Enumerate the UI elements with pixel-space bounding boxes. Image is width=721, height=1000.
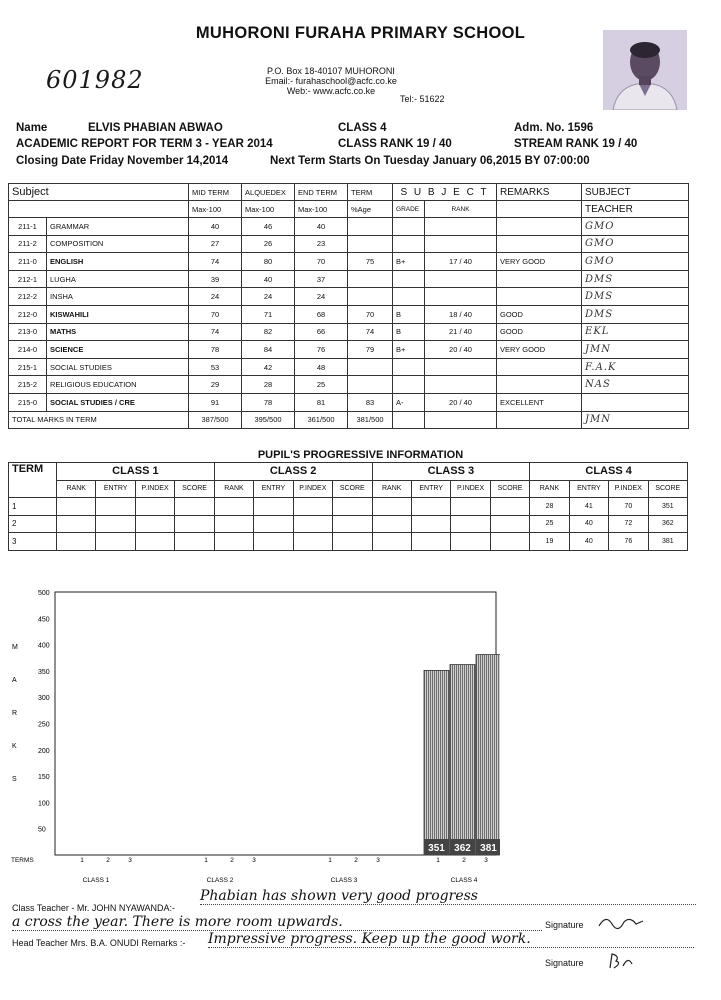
subject-name: COMPOSITION xyxy=(47,235,189,253)
subject-rank: 21 / 40 xyxy=(425,323,497,341)
end-term-score: 25 xyxy=(295,376,348,394)
empty-cell xyxy=(96,498,135,516)
term-percentage xyxy=(348,358,393,376)
grade: B xyxy=(393,305,425,323)
empty-cell xyxy=(490,515,529,533)
empty-cell xyxy=(96,515,135,533)
x-group-label: CLASS 3 xyxy=(330,877,358,884)
signature-label: Signature xyxy=(545,920,584,930)
mid-term-score: 40 xyxy=(189,218,242,236)
empty-cell xyxy=(57,498,96,516)
subject-rank xyxy=(425,270,497,288)
empty-cell xyxy=(451,515,490,533)
student-name: ELVIS PHABIAN ABWAO xyxy=(88,122,223,134)
total-end-term: 361/500 xyxy=(295,411,348,429)
teacher-initials: DMS xyxy=(582,270,689,288)
class-4-score: 381 xyxy=(648,533,687,551)
empty-cell xyxy=(214,533,253,551)
alquedex-score: 40 xyxy=(242,270,295,288)
teacher-header: TEACHER xyxy=(582,201,689,218)
progress-subheader: SCORE xyxy=(175,480,214,498)
class-4-score: 351 xyxy=(648,498,687,516)
progress-subheader: RANK xyxy=(57,480,96,498)
bar-value-label: 381 xyxy=(480,843,497,854)
mid-term-score: 24 xyxy=(189,288,242,306)
term-percentage xyxy=(348,235,393,253)
y-tick-label: 350 xyxy=(38,668,50,676)
subject-name: RELIGIOUS EDUCATION xyxy=(47,376,189,394)
progress-subheader: SCORE xyxy=(490,480,529,498)
alquedex-score: 42 xyxy=(242,358,295,376)
signature-label: Signature xyxy=(545,958,584,968)
empty-cell xyxy=(411,498,450,516)
x-tick-label: 2 xyxy=(354,857,358,864)
subject-rank xyxy=(425,218,497,236)
empty-cell xyxy=(175,498,214,516)
class-teacher-remark-continued: a cross the year. There is more room upwards. xyxy=(12,914,542,931)
remark xyxy=(497,376,582,394)
empty-cell xyxy=(490,498,529,516)
bar-value-label: 362 xyxy=(454,843,471,854)
bar xyxy=(424,670,449,855)
alquedex-score: 24 xyxy=(242,288,295,306)
empty-cell xyxy=(451,498,490,516)
remark: VERY GOOD xyxy=(497,253,582,271)
max-header: Max-100 xyxy=(189,201,242,218)
subject-subheader xyxy=(9,201,189,218)
table-row xyxy=(9,341,689,359)
end-term-score: 23 xyxy=(295,235,348,253)
y-axis-label-letter: M xyxy=(12,644,18,651)
progress-subheader: SCORE xyxy=(333,480,372,498)
end-term-score: 70 xyxy=(295,253,348,271)
subject-code: 215-1 xyxy=(9,358,47,376)
end-term-score: 66 xyxy=(295,323,348,341)
remark: VERY GOOD xyxy=(497,341,582,359)
empty-cell xyxy=(175,533,214,551)
subject-rank: 17 / 40 xyxy=(425,253,497,271)
x-tick-label: 1 xyxy=(436,857,440,864)
table-row xyxy=(9,253,689,271)
address-line: P.O. Box 18-40107 MUHORONI xyxy=(267,66,395,76)
alquedex-score: 46 xyxy=(242,218,295,236)
x-group-label: CLASS 2 xyxy=(206,877,234,884)
results-table xyxy=(8,183,689,429)
mid-term-score: 74 xyxy=(189,323,242,341)
subject-rank xyxy=(425,288,497,306)
teacher-initials: DMS xyxy=(582,305,689,323)
subject-name: LUGHA xyxy=(47,270,189,288)
x-tick-label: 2 xyxy=(106,857,110,864)
empty-cell xyxy=(135,533,174,551)
subject-name: ENGLISH xyxy=(47,253,189,271)
next-term-date: Next Term Starts On Tuesday January 06,2015 BY 07:00:00 xyxy=(270,155,590,167)
mid-term-score: 53 xyxy=(189,358,242,376)
alquedex-score: 71 xyxy=(242,305,295,323)
empty-cell xyxy=(293,515,332,533)
grade-header: GRADE xyxy=(393,201,425,218)
class-4-entry: 40 xyxy=(569,533,608,551)
empty-cell xyxy=(425,411,497,429)
subject-code: 211-2 xyxy=(9,235,47,253)
x-tick-label: 3 xyxy=(376,857,380,864)
term-percentage: 75 xyxy=(348,253,393,271)
alquedex-score: 28 xyxy=(242,376,295,394)
alquedex-score: 84 xyxy=(242,341,295,359)
progress-row xyxy=(9,498,688,516)
mid-term-score: 27 xyxy=(189,235,242,253)
progress-subheader: ENTRY xyxy=(569,480,608,498)
marks-chart xyxy=(8,585,500,887)
subject-name: SOCIAL STUDIES xyxy=(47,358,189,376)
end-term-score: 76 xyxy=(295,341,348,359)
teacher-initials: NAS xyxy=(582,376,689,394)
class-4-rank: 25 xyxy=(530,515,569,533)
empty-cell xyxy=(411,515,450,533)
term-header: TERM xyxy=(9,463,57,498)
class-rank: CLASS RANK 19 / 40 xyxy=(338,138,452,150)
teacher-initials: GMO xyxy=(582,253,689,271)
term-percentage: 74 xyxy=(348,323,393,341)
remark: GOOD xyxy=(497,323,582,341)
empty-cell xyxy=(214,498,253,516)
handwritten-number: 601982 xyxy=(46,66,144,94)
empty-cell xyxy=(135,515,174,533)
subject-name: SOCIAL STUDIES / CRE xyxy=(47,393,189,411)
progress-subheader: RANK xyxy=(530,480,569,498)
empty-cell xyxy=(135,498,174,516)
class-teacher-label: Class Teacher - Mr. JOHN NYAWANDA:- xyxy=(12,903,176,913)
y-tick-label: 250 xyxy=(38,721,50,729)
y-tick-label: 300 xyxy=(38,695,50,703)
teacher-initials: GMO xyxy=(582,218,689,236)
end-term-score: 24 xyxy=(295,288,348,306)
y-axis-label-letter: S xyxy=(12,776,17,783)
empty-cell xyxy=(451,533,490,551)
progress-subheader: P.INDEX xyxy=(135,480,174,498)
teacher-initials: JMN xyxy=(582,411,689,429)
grade: B+ xyxy=(393,341,425,359)
term-number: 3 xyxy=(9,533,57,551)
class-4-pindex: 70 xyxy=(609,498,648,516)
stream-rank: STREAM RANK 19 / 40 xyxy=(514,138,638,150)
y-tick-label: 400 xyxy=(38,642,50,650)
term-header: TERM xyxy=(348,184,393,201)
closing-date: Closing Date Friday November 14,2014 xyxy=(16,155,229,167)
empty-cell xyxy=(254,533,293,551)
subject-group-header: S U B J E C T xyxy=(393,184,497,201)
school-address xyxy=(246,66,416,96)
remarks-subheader xyxy=(497,201,582,218)
mid-term-score: 70 xyxy=(189,305,242,323)
address-line: Web:- www.acfc.co.ke xyxy=(286,86,376,96)
max-header: Max-100 xyxy=(242,201,295,218)
class-4-header: CLASS 4 xyxy=(530,463,688,481)
empty-cell xyxy=(497,411,582,429)
subject-header: Subject xyxy=(9,184,189,201)
x-tick-label: 3 xyxy=(484,857,488,864)
name-label: Name xyxy=(16,122,48,134)
subject-rank: 20 / 40 xyxy=(425,341,497,359)
mid-term-score: 78 xyxy=(189,341,242,359)
subject-code: 211-0 xyxy=(9,253,47,271)
percentage-header: %Age xyxy=(348,201,393,218)
progress-row xyxy=(9,515,688,533)
teacher-initials: EKL xyxy=(582,323,689,341)
table-row xyxy=(9,376,689,394)
term-number: 2 xyxy=(9,515,57,533)
subject-rank xyxy=(425,235,497,253)
end-term-score: 48 xyxy=(295,358,348,376)
alquedex-score: 82 xyxy=(242,323,295,341)
teacher-initials: GMO xyxy=(582,235,689,253)
end-term-score: 68 xyxy=(295,305,348,323)
x-tick-label: 1 xyxy=(80,857,84,864)
bar xyxy=(450,665,475,855)
total-mid-term: 387/500 xyxy=(189,411,242,429)
y-axis-label-letter: K xyxy=(12,743,17,750)
bar xyxy=(476,655,500,855)
progress-subheader: ENTRY xyxy=(254,480,293,498)
subject-name: SCIENCE xyxy=(47,341,189,359)
empty-cell xyxy=(293,498,332,516)
mid-term-header: MID TERM xyxy=(189,184,242,201)
class-teacher-remark: Phabian has shown very good progress xyxy=(200,888,696,905)
y-axis-label-letter: A xyxy=(12,677,17,684)
teacher-initials xyxy=(582,393,689,411)
empty-cell xyxy=(333,533,372,551)
class-4-entry: 40 xyxy=(569,515,608,533)
x-group-label: CLASS 4 xyxy=(450,877,478,884)
subject-name: MATHS xyxy=(47,323,189,341)
class-4-rank: 19 xyxy=(530,533,569,551)
empty-cell xyxy=(175,515,214,533)
empty-cell xyxy=(57,533,96,551)
y-tick-label: 450 xyxy=(38,616,50,624)
grade xyxy=(393,288,425,306)
telephone: Tel:- 51622 xyxy=(400,94,445,104)
term-number: 1 xyxy=(9,498,57,516)
progress-body xyxy=(9,498,688,551)
grade: A- xyxy=(393,393,425,411)
alquedex-score: 80 xyxy=(242,253,295,271)
empty-cell xyxy=(372,515,411,533)
subject-rank xyxy=(425,358,497,376)
empty-cell xyxy=(57,515,96,533)
admission-number: Adm. No. 1596 xyxy=(514,122,594,134)
mid-term-score: 74 xyxy=(189,253,242,271)
bar-value-label: 351 xyxy=(428,843,445,854)
table-row xyxy=(9,323,689,341)
subject-name: GRAMMAR xyxy=(47,218,189,236)
progress-subheader: RANK xyxy=(214,480,253,498)
progress-table xyxy=(8,462,688,551)
remarks-header: REMARKS xyxy=(497,184,582,201)
head-teacher-signature xyxy=(606,950,636,972)
remark xyxy=(497,358,582,376)
progress-subheader: P.INDEX xyxy=(451,480,490,498)
alquedex-score: 78 xyxy=(242,393,295,411)
class-1-header: CLASS 1 xyxy=(57,463,215,481)
grade xyxy=(393,358,425,376)
subject-code: 211-1 xyxy=(9,218,47,236)
subject-name: INSHA xyxy=(47,288,189,306)
teacher-initials: DMS xyxy=(582,288,689,306)
subject-code: 212-1 xyxy=(9,270,47,288)
rank-header: RANK xyxy=(425,201,497,218)
progress-title: PUPIL'S PROGRESSIVE INFORMATION xyxy=(257,449,464,461)
table-row xyxy=(9,305,689,323)
class-4-rank: 28 xyxy=(530,498,569,516)
class-2-header: CLASS 2 xyxy=(214,463,372,481)
grade xyxy=(393,376,425,394)
grade: B xyxy=(393,323,425,341)
mid-term-score: 91 xyxy=(189,393,242,411)
subject-code: 215-0 xyxy=(9,393,47,411)
remark xyxy=(497,288,582,306)
head-teacher-label: Head Teacher Mrs. B.A. ONUDI Remarks :- xyxy=(12,938,186,948)
progress-row xyxy=(9,533,688,551)
subject-rank: 18 / 40 xyxy=(425,305,497,323)
remark xyxy=(497,270,582,288)
total-label: TOTAL MARKS IN TERM xyxy=(9,411,189,429)
term-percentage xyxy=(348,288,393,306)
grade xyxy=(393,270,425,288)
empty-cell xyxy=(490,533,529,551)
end-term-score: 81 xyxy=(295,393,348,411)
empty-cell xyxy=(333,498,372,516)
empty-cell xyxy=(214,515,253,533)
term-percentage xyxy=(348,376,393,394)
class-4-score: 362 xyxy=(648,515,687,533)
table-row xyxy=(9,218,689,236)
remark: EXCELLENT xyxy=(497,393,582,411)
class-4-pindex: 76 xyxy=(609,533,648,551)
teacher-initials: F.A.K xyxy=(582,358,689,376)
subject-name: KISWAHILI xyxy=(47,305,189,323)
end-term-header: END TERM xyxy=(295,184,348,201)
empty-cell xyxy=(293,533,332,551)
total-term: 381/500 xyxy=(348,411,393,429)
student-photo xyxy=(603,30,687,110)
empty-cell xyxy=(96,533,135,551)
x-tick-label: 1 xyxy=(328,857,332,864)
school-name: MUHORONI FURAHA PRIMARY SCHOOL xyxy=(195,24,526,42)
progress-subheader: SCORE xyxy=(648,480,687,498)
subject-code: 212-2 xyxy=(9,288,47,306)
x-tick-label: 3 xyxy=(252,857,256,864)
subject-teacher-header: SUBJECT xyxy=(582,184,689,201)
total-alquedex: 395/500 xyxy=(242,411,295,429)
x-group-label: CLASS 1 xyxy=(82,877,110,884)
progress-subheader: ENTRY xyxy=(411,480,450,498)
alquedex-header: ALQUEDEX xyxy=(242,184,295,201)
class-teacher-signature xyxy=(596,912,646,932)
subject-rank: 20 / 40 xyxy=(425,393,497,411)
class-3-header: CLASS 3 xyxy=(372,463,530,481)
empty-cell xyxy=(333,515,372,533)
empty-cell xyxy=(254,498,293,516)
term-percentage: 70 xyxy=(348,305,393,323)
head-teacher-remark: Impressive progress. Keep up the good work. xyxy=(208,931,694,948)
empty-cell xyxy=(372,498,411,516)
address-line: Email:- furahaschool@acfc.co.ke xyxy=(265,76,397,86)
table-row xyxy=(9,235,689,253)
y-axis-label-letter: R xyxy=(12,710,18,717)
student-photo-image xyxy=(603,30,687,110)
mid-term-score: 29 xyxy=(189,376,242,394)
table-row xyxy=(9,270,689,288)
term-percentage xyxy=(348,218,393,236)
term-percentage: 83 xyxy=(348,393,393,411)
y-tick-label: 100 xyxy=(38,800,50,808)
subject-code: 214-0 xyxy=(9,341,47,359)
empty-cell xyxy=(254,515,293,533)
total-row xyxy=(9,411,689,429)
y-tick-label: 500 xyxy=(38,590,50,597)
empty-cell xyxy=(393,411,425,429)
table-row xyxy=(9,288,689,306)
max-header: Max-100 xyxy=(295,201,348,218)
table-row xyxy=(9,393,689,411)
progress-subheader: ENTRY xyxy=(96,480,135,498)
end-term-score: 40 xyxy=(295,218,348,236)
empty-cell xyxy=(411,533,450,551)
remark xyxy=(497,218,582,236)
progress-subheader: RANK xyxy=(372,480,411,498)
grade: B+ xyxy=(393,253,425,271)
student-class: CLASS 4 xyxy=(338,122,387,134)
grade xyxy=(393,235,425,253)
teacher-initials: JMN xyxy=(582,341,689,359)
y-tick-label: 200 xyxy=(38,747,50,755)
x-tick-label: 2 xyxy=(230,857,234,864)
table-row xyxy=(9,358,689,376)
class-4-pindex: 72 xyxy=(609,515,648,533)
y-tick-label: 150 xyxy=(38,774,50,782)
remark: GOOD xyxy=(497,305,582,323)
alquedex-score: 26 xyxy=(242,235,295,253)
progress-subheader: P.INDEX xyxy=(293,480,332,498)
x-tick-label: 1 xyxy=(204,857,208,864)
end-term-score: 37 xyxy=(295,270,348,288)
grade xyxy=(393,218,425,236)
x-tick-label: 2 xyxy=(462,857,466,864)
report-title: ACADEMIC REPORT FOR TERM 3 - YEAR 2014 xyxy=(16,138,273,150)
x-tick-label: 3 xyxy=(128,857,132,864)
mid-term-score: 39 xyxy=(189,270,242,288)
empty-cell xyxy=(372,533,411,551)
term-percentage xyxy=(348,270,393,288)
remark xyxy=(497,235,582,253)
subject-code: 213-0 xyxy=(9,323,47,341)
progress-subheader: P.INDEX xyxy=(609,480,648,498)
results-body xyxy=(9,218,689,429)
term-percentage: 79 xyxy=(348,341,393,359)
y-tick-label: 50 xyxy=(38,826,46,834)
subject-code: 212-0 xyxy=(9,305,47,323)
subject-rank xyxy=(425,376,497,394)
subject-code: 215-2 xyxy=(9,376,47,394)
progress-subheaders xyxy=(9,480,688,498)
class-4-entry: 41 xyxy=(569,498,608,516)
x-axis-label: TERMS xyxy=(11,857,34,864)
